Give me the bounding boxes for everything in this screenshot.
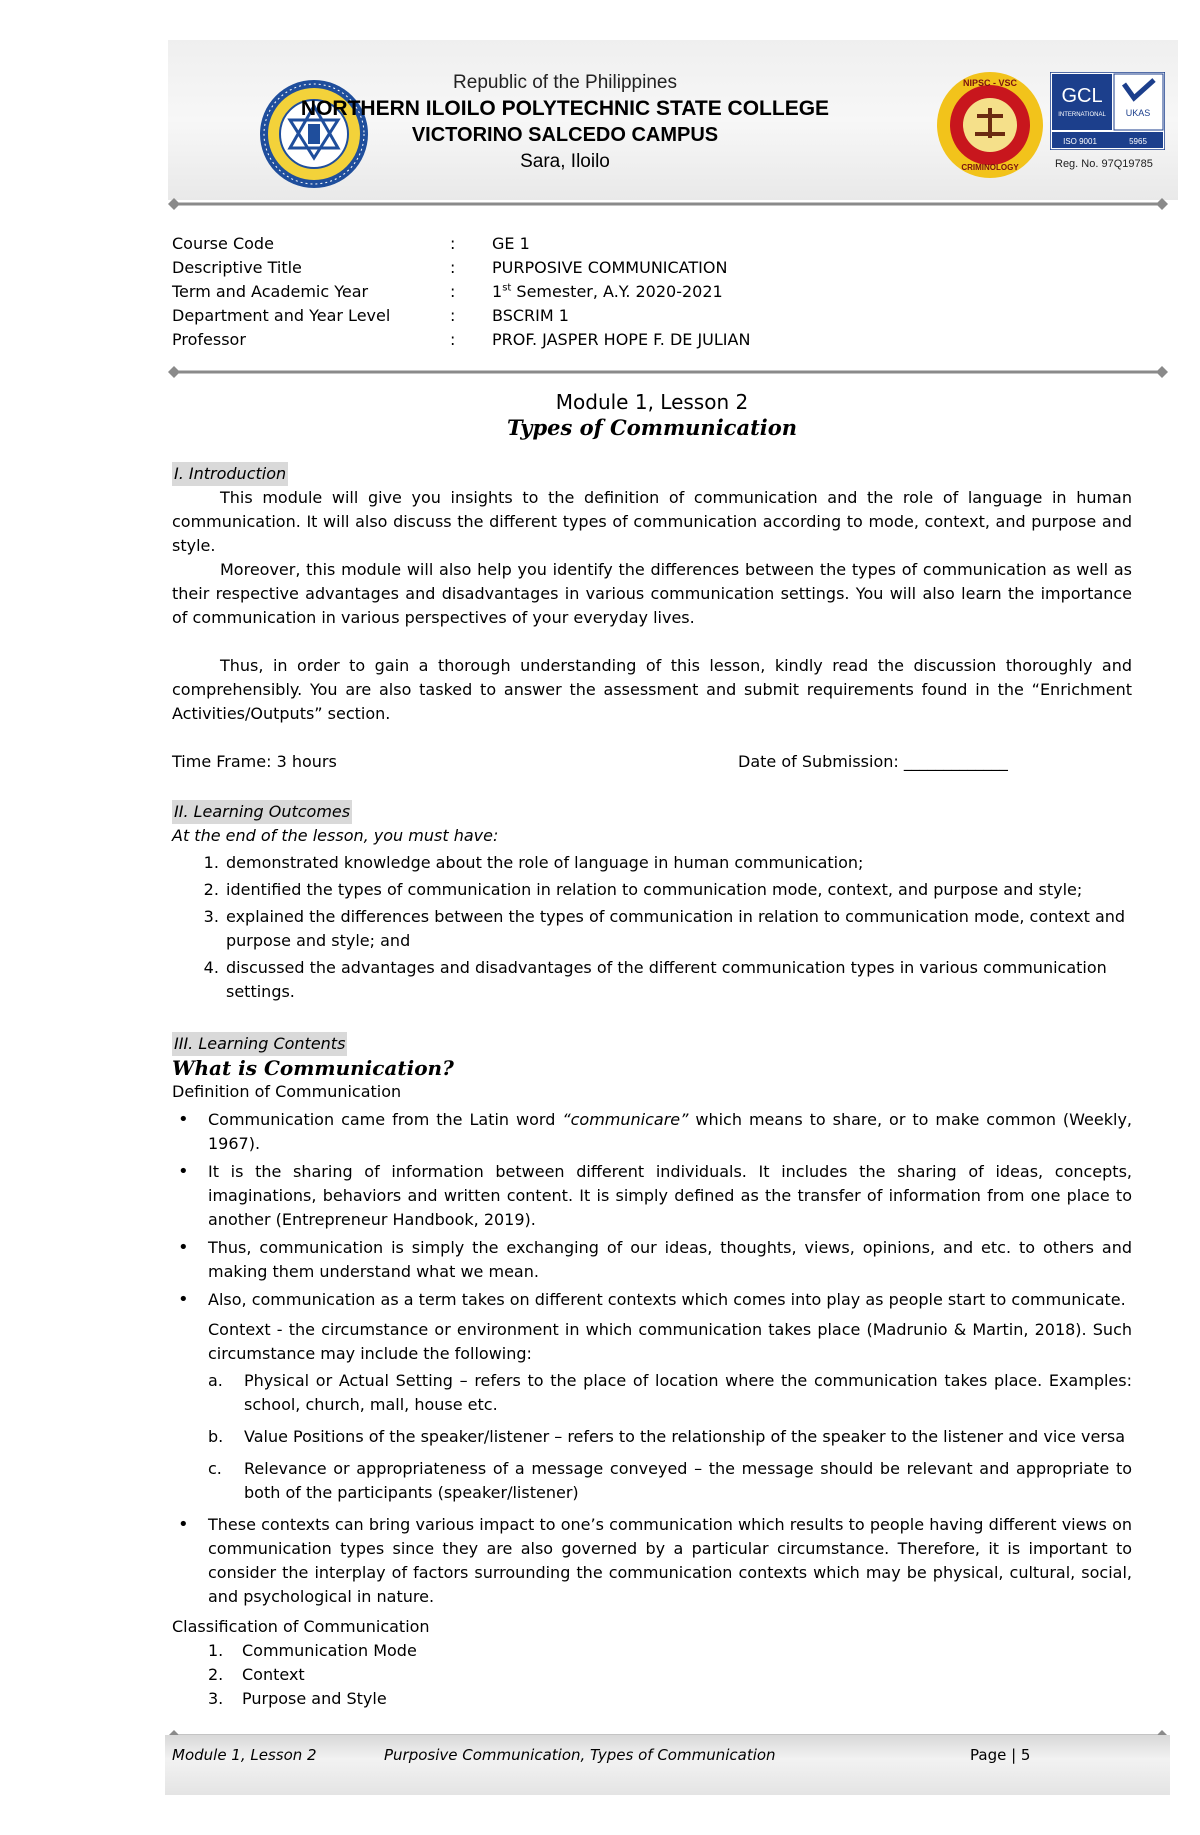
campus-name: VICTORINO SALCEDO CAMPUS xyxy=(411,124,719,146)
footer-course-title: Purposive Communication, Types of Communication xyxy=(384,1746,776,1764)
definition-bullets xyxy=(172,1108,1132,1312)
module-subtitle: Types of Communication xyxy=(506,415,798,440)
list-marker: c. xyxy=(208,1459,222,1478)
list-text: Purpose and Style xyxy=(242,1689,387,1708)
gcl-text: GCL xyxy=(1061,85,1103,107)
criminology-seal-logo xyxy=(935,70,1045,180)
list-text: Physical or Actual Setting – refers to the place of location where the communication takes place. Examples: school, church, mall, house etc. xyxy=(244,1371,1132,1414)
list-marker: 3. xyxy=(208,1689,224,1708)
info-value: PURPOSIVE COMMUNICATION xyxy=(492,258,728,277)
list-item xyxy=(208,1369,1132,1417)
bullet-text: Communication came from the Latin word xyxy=(208,1110,563,1129)
seal-bottom-text: CRIMINOLOGY xyxy=(961,163,1019,172)
info-label: Course Code xyxy=(172,234,274,253)
bullet-text: which means to share, or to make common (Weekly, 1967). xyxy=(208,1110,1132,1153)
contents-heading: III. Learning Contents xyxy=(172,1032,347,1056)
list-text: Value Positions of the speaker/listener – refers to the relationship of the speaker to the listener and vice versa xyxy=(244,1427,1126,1446)
list-item xyxy=(208,1108,1132,1156)
list-text: Communication Mode xyxy=(242,1641,417,1660)
list-text: Relevance or appropriateness of a message conveyed – the message should be relevant and appropriate to both of the participants (speaker/listener) xyxy=(244,1459,1132,1502)
info-row-term xyxy=(172,282,1072,306)
header-divider xyxy=(168,198,1168,210)
list-marker: b. xyxy=(208,1427,224,1446)
list-item: 3. explained the differences between the types of communication in relation to communication mode, context and purpose and style; and xyxy=(224,905,1132,953)
list-marker: 2. xyxy=(208,1665,224,1684)
term-text: Semester, A.Y. 2020-2021 xyxy=(511,282,723,301)
info-value: GE 1 xyxy=(492,234,530,253)
info-colon: : xyxy=(450,234,456,253)
gcl-sub-text: INTERNATIONAL xyxy=(1058,112,1106,118)
seal-top-text: NIPSC - VSC xyxy=(962,78,1018,88)
outcomes-list xyxy=(172,851,1132,1004)
page-number: Page | 5 xyxy=(970,1746,1031,1764)
info-label: Department and Year Level xyxy=(172,306,391,325)
list-item: 2. identified the types of communication in relation to communication mode, context, and purpose and style; xyxy=(224,878,1132,902)
info-colon: : xyxy=(450,306,456,325)
info-row-course-code xyxy=(172,234,1072,258)
info-value xyxy=(492,282,723,301)
info-row-professor xyxy=(172,330,1072,354)
gcl-iso-certification-logo xyxy=(1050,72,1165,150)
info-value: BSCRIM 1 xyxy=(492,306,569,325)
classification-list xyxy=(172,1639,1132,1711)
date-of-submission: Date of Submission: _____________ xyxy=(738,752,1008,771)
list-item: • These contexts can bring various impact to one’s communication which results to people having different views on communication types since they are also governed by a particular circumstance. Therefore, it is important to consider the interplay of factors surrounding the communication contexts which may be physical, cultural, social, and psychological in nature. xyxy=(208,1513,1132,1609)
footer-band xyxy=(165,1735,1170,1795)
outcomes-heading: II. Learning Outcomes xyxy=(172,800,352,824)
info-label: Professor xyxy=(172,330,246,349)
iso-text: ISO 9001 xyxy=(1063,137,1097,146)
info-colon: : xyxy=(450,282,456,301)
latin-word: “communicare” xyxy=(562,1110,689,1129)
list-item: 4. discussed the advantages and disadvantages of the different communication types in various communication settings. xyxy=(224,956,1132,1004)
term-suffix: st xyxy=(502,282,512,294)
intro-paragraph-2: Moreover, this module will also help you identify the differences between the types of communication as well as their respective advantages and disadvantages in various communication settings. You will also learn the importance of communication in various perspectives of your everyday lives. xyxy=(172,560,1132,627)
info-value: PROF. JASPER HOPE F. DE JULIAN xyxy=(492,330,751,349)
contents-subheading: What is Communication? xyxy=(172,1056,454,1080)
term-number: 1 xyxy=(492,282,503,301)
ukas-text: UKAS xyxy=(1125,108,1151,118)
introduction-heading: I. Introduction xyxy=(172,462,288,486)
header-text xyxy=(300,72,830,173)
info-label: Descriptive Title xyxy=(172,258,302,277)
republic-line: Republic of the Philippines xyxy=(453,72,677,93)
list-item: • Also, communication as a term takes on different contexts which comes into play as people start to communicate. xyxy=(208,1288,1132,1312)
definition-title: Definition of Communication xyxy=(172,1082,402,1101)
info-label: Term and Academic Year xyxy=(172,282,369,301)
intro-paragraph-1: This module will give you insights to the definition of communication and the role of language in human communication. It will also discuss the different types of communication according to mode, context, and purpose and style. xyxy=(172,488,1132,555)
list-item xyxy=(208,1457,1132,1505)
info-row-descriptive-title xyxy=(172,258,1072,282)
module-heading xyxy=(172,390,1132,440)
introduction-section xyxy=(172,462,1132,774)
context-intro: Context - the circumstance or environment in which communication takes place (Madrunio & Martin, 2018). Such circumstance may include the following: xyxy=(208,1320,1132,1363)
list-item: 1. demonstrated knowledge about the role of language in human communication; xyxy=(224,851,1132,875)
context-bullets xyxy=(172,1513,1132,1609)
list-item xyxy=(172,1663,1132,1687)
list-marker: a. xyxy=(208,1371,223,1390)
intro-paragraph-3: Thus, in order to gain a thorough understanding of this lesson, kindly read the discussion thoroughly and comprehensibly. You are also tasked to answer the assessment and submit requirements found in the “Enrichment Activities/Outputs” section. xyxy=(172,656,1132,723)
info-divider xyxy=(168,366,1168,378)
context-block xyxy=(172,1318,1132,1505)
info-colon: : xyxy=(450,258,456,277)
outcomes-section xyxy=(172,800,1132,1007)
ukas-number: 5965 xyxy=(1129,137,1147,146)
college-name: NORTHERN ILOILO POLYTECHNIC STATE COLLEGE xyxy=(300,97,830,120)
info-colon: : xyxy=(450,330,456,349)
outcomes-intro: At the end of the lesson, you must have: xyxy=(172,826,499,845)
time-row xyxy=(172,750,1132,774)
registration-number: Reg. No. 97Q19785 xyxy=(1055,158,1153,170)
classification-title: Classification of Communication xyxy=(172,1617,430,1636)
time-frame: Time Frame: 3 hours xyxy=(172,752,337,771)
context-list xyxy=(208,1369,1132,1505)
list-item: • Thus, communication is simply the exchanging of our ideas, thoughts, views, opinions, and etc. to others and making them understand what we mean. xyxy=(208,1236,1132,1284)
list-item xyxy=(172,1687,1132,1711)
module-title: Module 1, Lesson 2 xyxy=(555,390,749,414)
campus-location: Sara, Iloilo xyxy=(520,151,610,172)
footer-module: Module 1, Lesson 2 xyxy=(172,1746,317,1764)
list-item xyxy=(208,1425,1132,1449)
list-text: Context xyxy=(242,1665,305,1684)
info-row-department xyxy=(172,306,1072,330)
contents-section xyxy=(172,1032,1132,1711)
list-item xyxy=(172,1639,1132,1663)
list-marker: 1. xyxy=(208,1641,224,1660)
list-item: • It is the sharing of information between different individuals. It includes the sharing of ideas, concepts, imaginations, behaviors and written content. It is simply defined as the transfer of information from one place to another (Entrepreneur Handbook, 2019). xyxy=(208,1160,1132,1232)
